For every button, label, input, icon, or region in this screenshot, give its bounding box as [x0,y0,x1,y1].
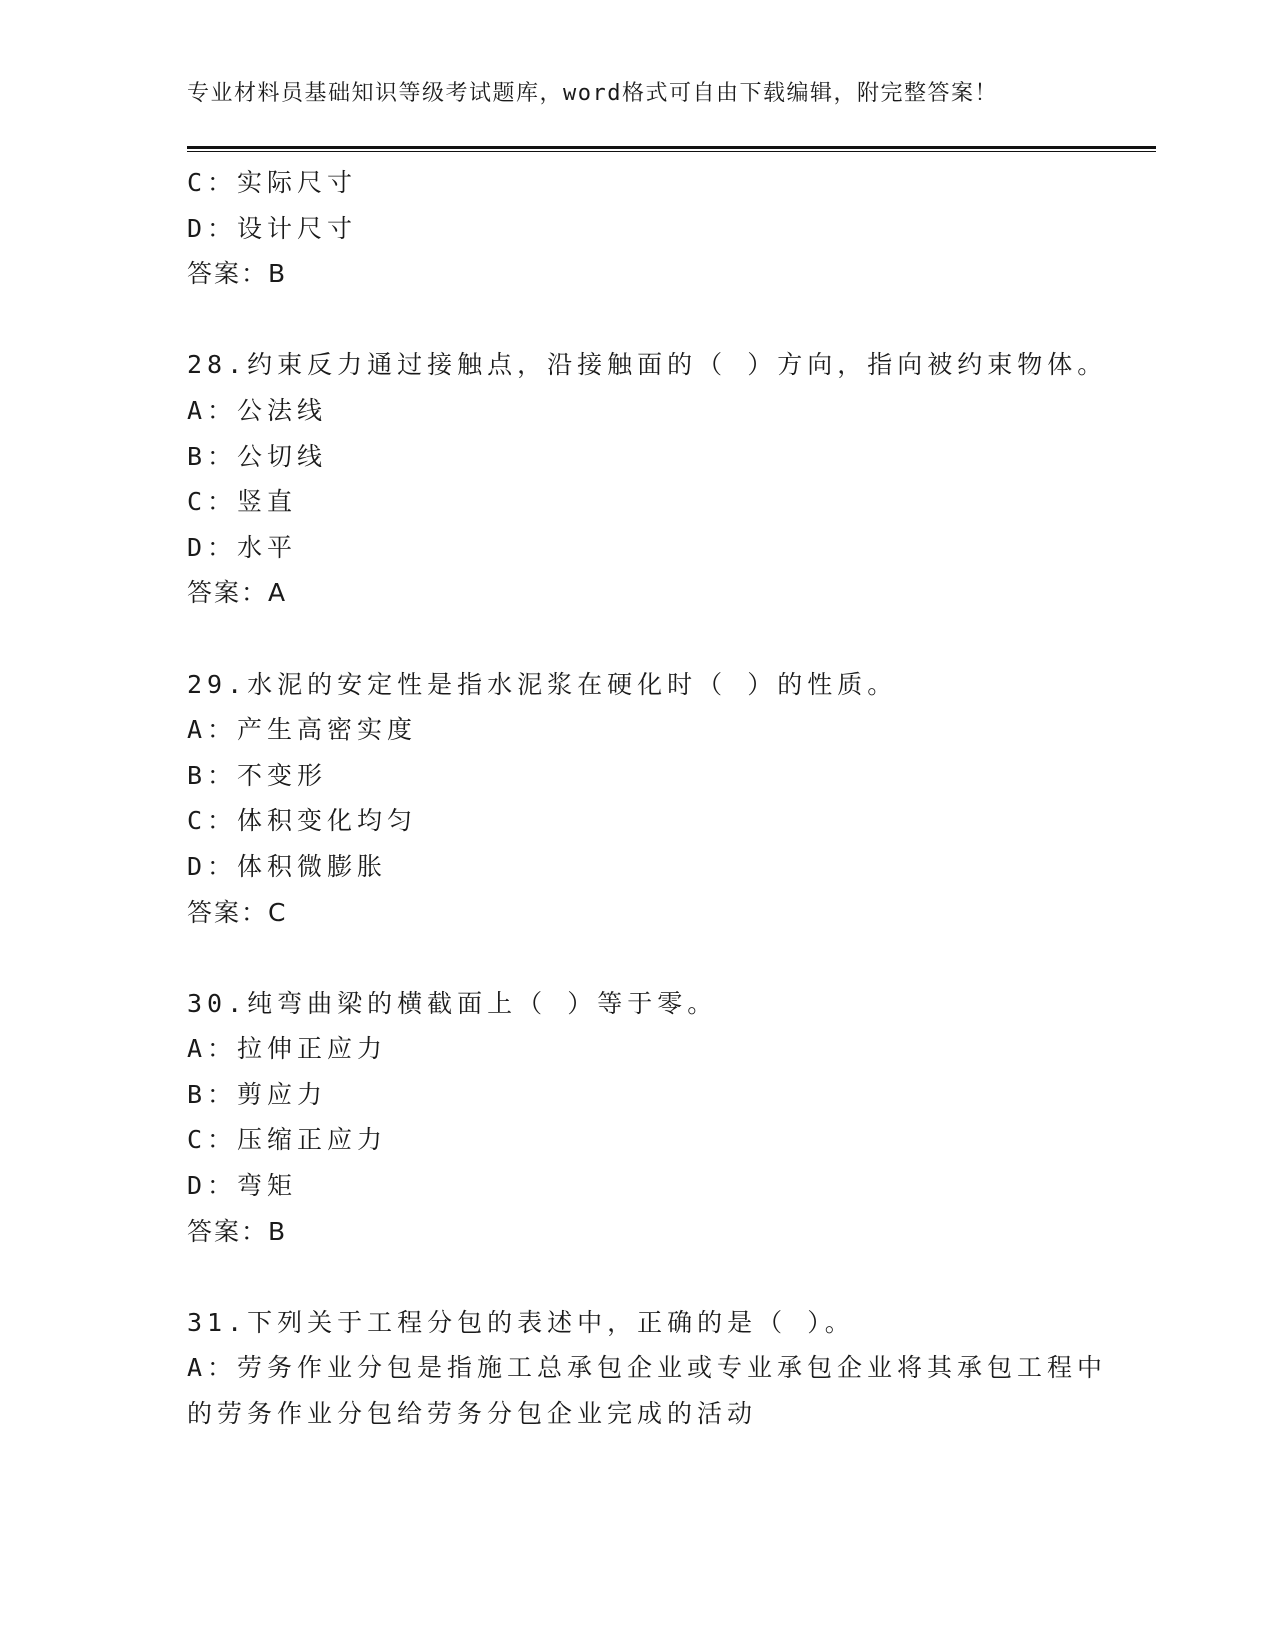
question-stem: 31.下列关于工程分包的表述中，正确的是（ ）。 [187,1307,855,1337]
option-a: A：拉伸正应力 [187,1034,388,1064]
option-c: C：压缩正应力 [187,1125,388,1155]
spacer [187,297,1087,343]
option-b: B：公切线 [187,441,328,471]
answer-line: 答案：C [187,897,288,927]
option-c: C：体积变化均匀 [187,806,418,836]
spacer [187,1254,1087,1300]
option-c: C：竖直 [187,487,298,517]
option-d: D：体积微膨胀 [187,851,388,881]
option-b: B：不变形 [187,760,328,790]
option-c: C：实际尺寸 [187,168,358,197]
option-a-continuation: 的劳务作业分包给劳务分包企业完成的活动 [187,1399,758,1429]
question-stem: 28.约束反力通过接触点，沿接触面的（ ）方向，指向被约束物体。 [187,350,1108,380]
option-d: D：弯矩 [187,1171,298,1201]
question-content [187,160,1108,1437]
option-d: D：设计尺寸 [187,213,358,243]
option-d: D：水平 [187,532,298,562]
page-header: 专业材料员基础知识等级考试题库，word格式可自由下载编辑，附完整答案！ [187,81,998,106]
answer-line: 答案：B [187,259,288,289]
option-a: A：公法线 [187,395,328,425]
option-b: B：剪应力 [187,1079,328,1109]
question-stem: 29.水泥的安定性是指水泥浆在硬化时（ ）的性质。 [187,669,898,699]
option-a: A：劳务作业分包是指施工总承包企业或专业承包企业将其承包工程中 [187,1353,1108,1383]
answer-line: 答案：B [187,1216,288,1246]
spacer [187,935,1087,981]
answer-line: 答案：A [187,578,288,608]
spacer [187,616,1087,662]
question-stem: 30.纯弯曲梁的横截面上（ ）等于零。 [187,988,718,1018]
option-a: A：产生高密实度 [187,715,418,745]
header-divider [187,146,1156,152]
